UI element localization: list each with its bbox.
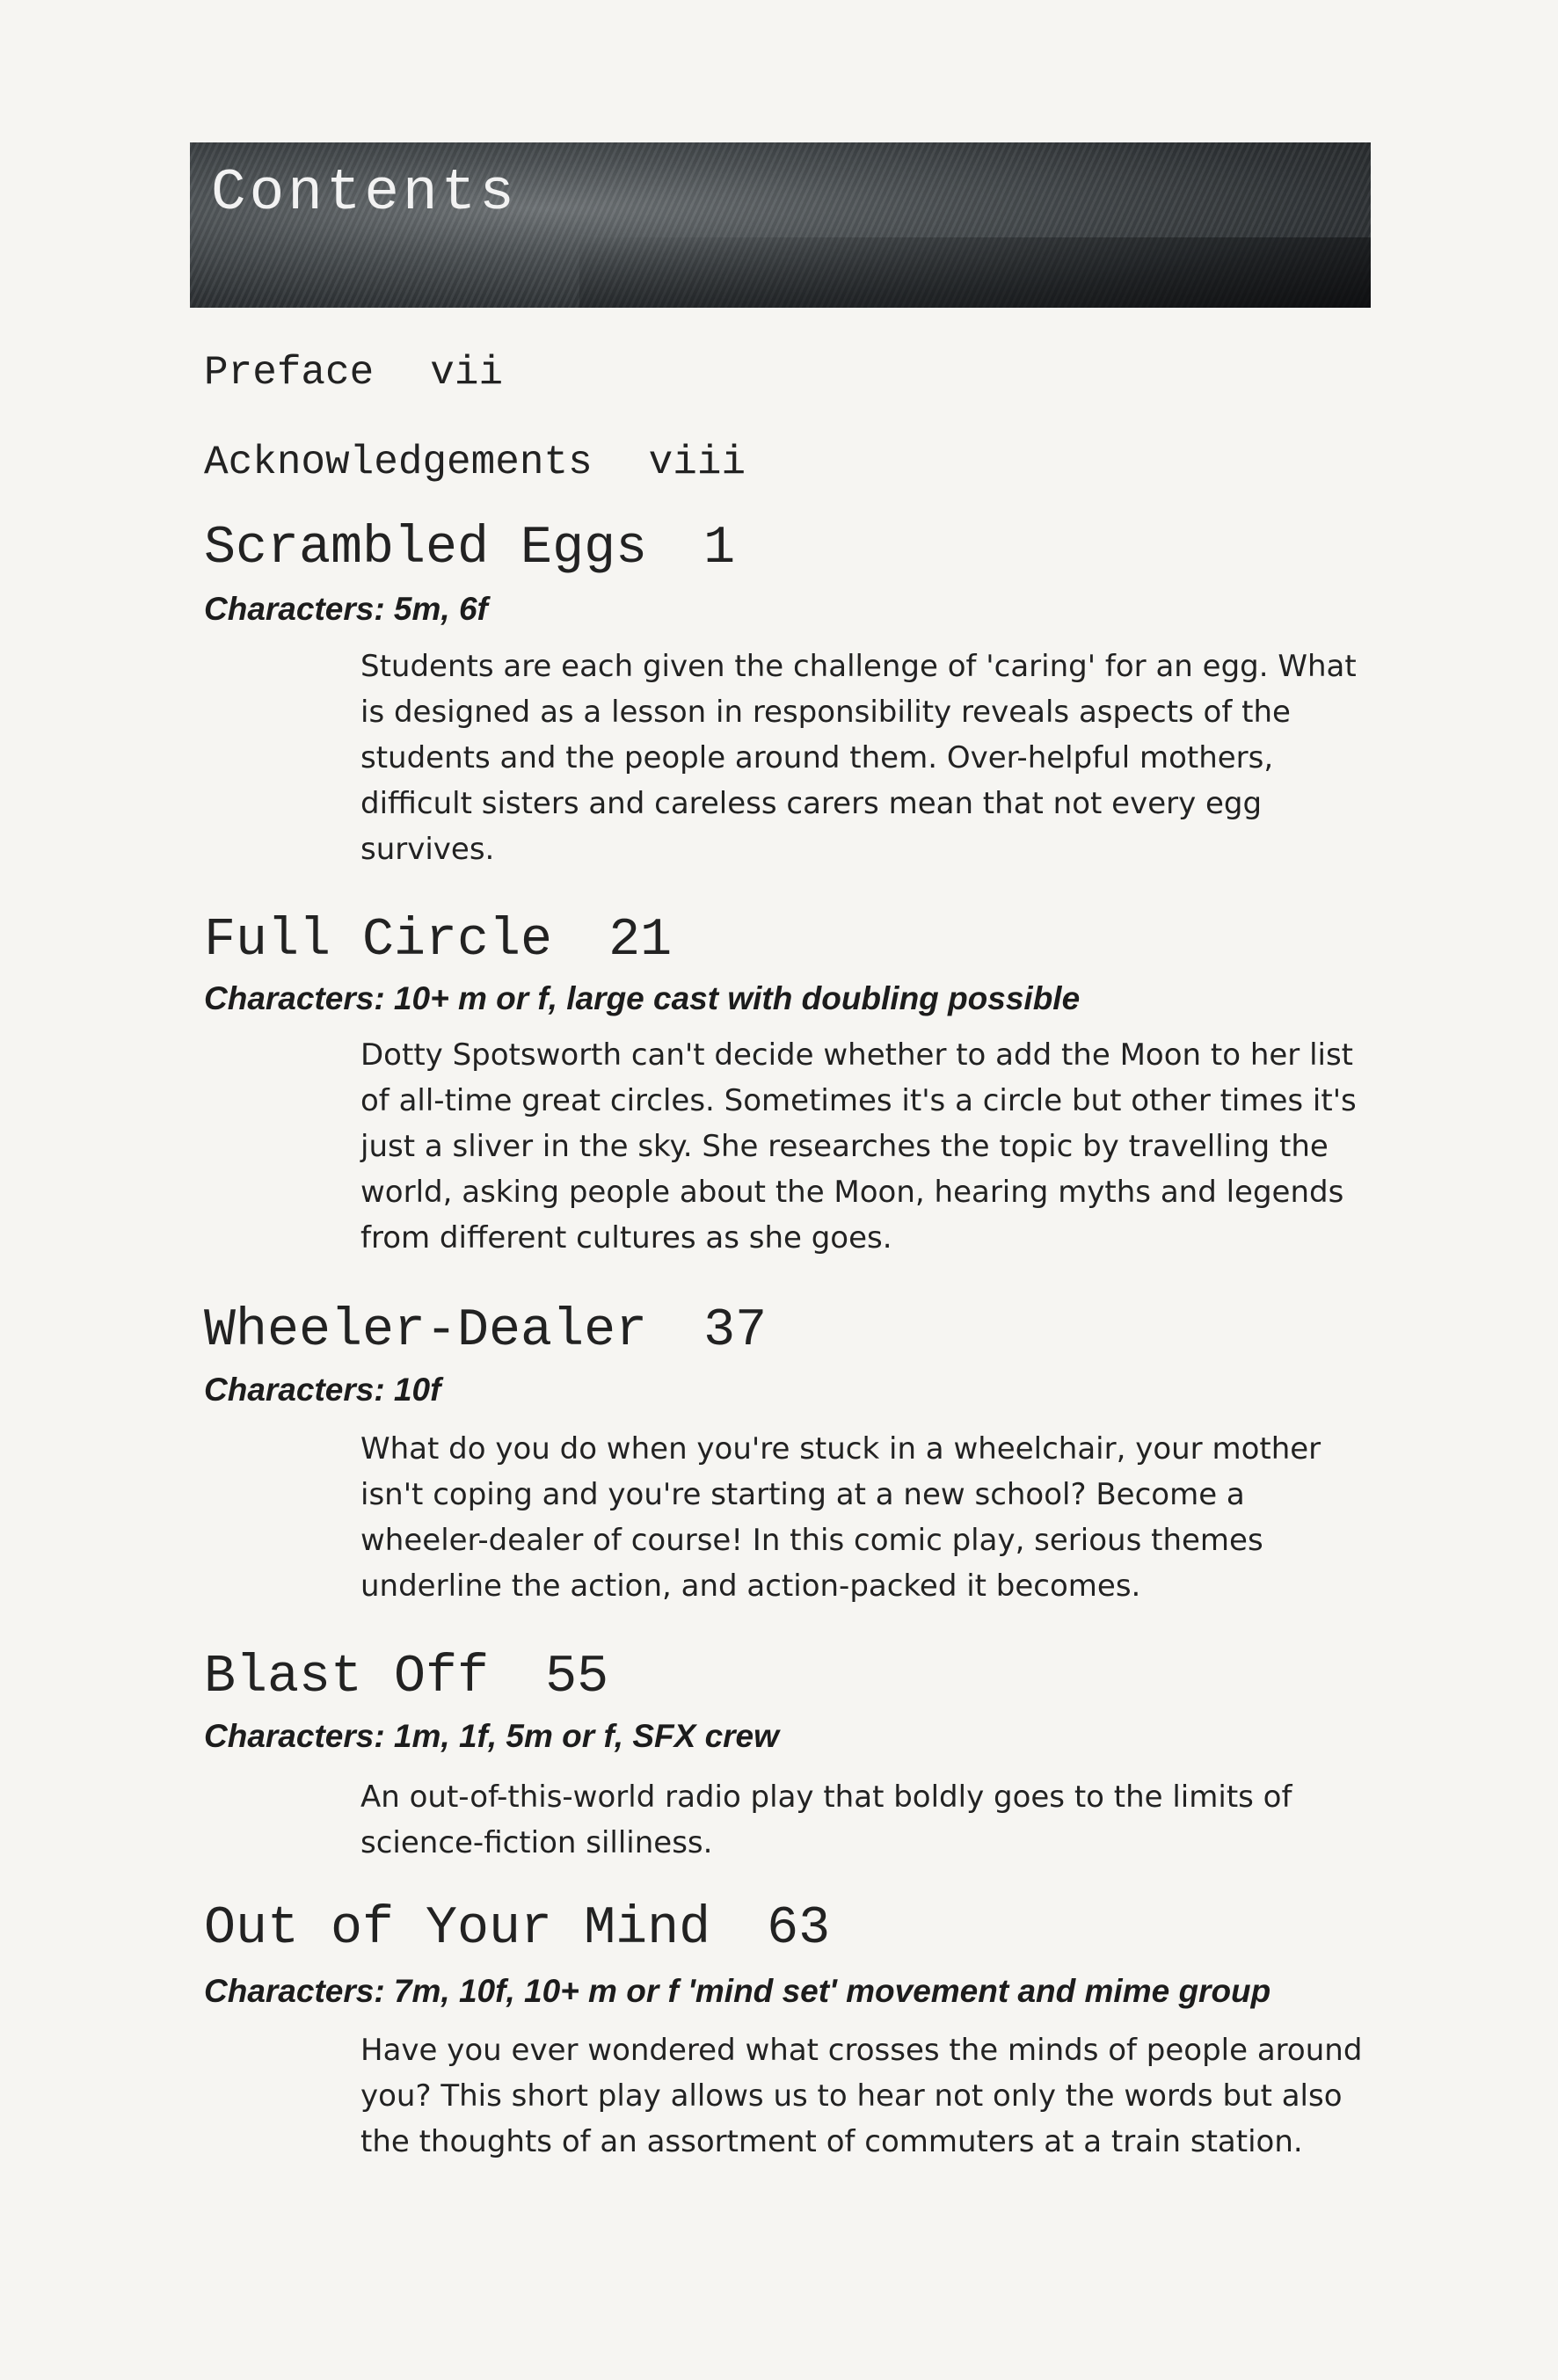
- toc-play-scrambled-eggs[interactable]: [204, 519, 735, 579]
- play-description: What do you do when you're stuck in a wheelchair, your mother isn't coping and you're starting at a new school? Become a wheeler-dealer of course! In this comic play, serious themes underline the action, and action-packed it becomes.: [360, 1431, 1321, 1604]
- play-characters: Characters: 10+ m or f, large cast with doubling possible: [204, 980, 1081, 1016]
- toc-play-full-circle[interactable]: [204, 911, 672, 971]
- play-characters: Characters: 7m, 10f, 10+ m or f 'mind set' movement and mime group: [204, 1973, 1271, 2009]
- play-page: 21: [608, 911, 673, 971]
- play-characters: Characters: 10f: [204, 1372, 441, 1408]
- play-characters: Characters: 5m, 6f: [204, 591, 488, 627]
- toc-entry-page: viii: [648, 440, 746, 485]
- toc-play-wheeler-dealer[interactable]: [204, 1301, 767, 1361]
- play-description: Dotty Spotsworth can't decide whether to add the Moon to her list of all-time great circles. Sometimes it's a circle but other times it's just a sliver in the sky. She researches the topic by travelling the world, asking people about the Moon, hearing myths and legends from different cultures as she goes.: [360, 1037, 1357, 1256]
- toc-entry-title: Preface: [204, 350, 375, 396]
- toc-entry-preface[interactable]: [204, 350, 503, 396]
- toc-play-out-of-your-mind[interactable]: [204, 1899, 830, 1959]
- play-page: 63: [767, 1899, 831, 1959]
- play-characters: Characters: 1m, 1f, 5m or f, SFX crew: [204, 1718, 779, 1754]
- play-description: Have you ever wondered what crosses the minds of people around you? This short play allows us to hear not only the words but also the thoughts of an assortment of commuters at a train station.: [360, 2033, 1363, 2159]
- toc-play-blast-off[interactable]: [204, 1648, 608, 1707]
- play-page: 37: [703, 1301, 768, 1361]
- play-title: Wheeler-Dealer: [204, 1301, 648, 1361]
- play-title: Blast Off: [204, 1648, 490, 1707]
- play-description: An out-of-this-world radio play that boldly goes to the limits of science-fiction silliness.: [360, 1780, 1292, 1860]
- play-description: Students are each given the challenge of 'caring' for an egg. What is designed as a lesson in responsibility reveals aspects of the students and the people around them. Over-helpful mothers, difficult sisters and careless carers mean that not every egg survives.: [360, 649, 1357, 867]
- toc-entry-title: Acknowledgements: [204, 440, 593, 485]
- play-page: 1: [703, 519, 736, 579]
- page-title: Contents: [211, 160, 518, 226]
- toc-entry-page: vii: [430, 350, 504, 396]
- play-page: 55: [545, 1648, 609, 1707]
- contents-banner: [190, 142, 1371, 308]
- play-title: Scrambled Eggs: [204, 519, 648, 579]
- play-title: Out of Your Mind: [204, 1899, 711, 1959]
- toc-entry-acknowledgements[interactable]: [204, 440, 746, 485]
- play-title: Full Circle: [204, 911, 553, 971]
